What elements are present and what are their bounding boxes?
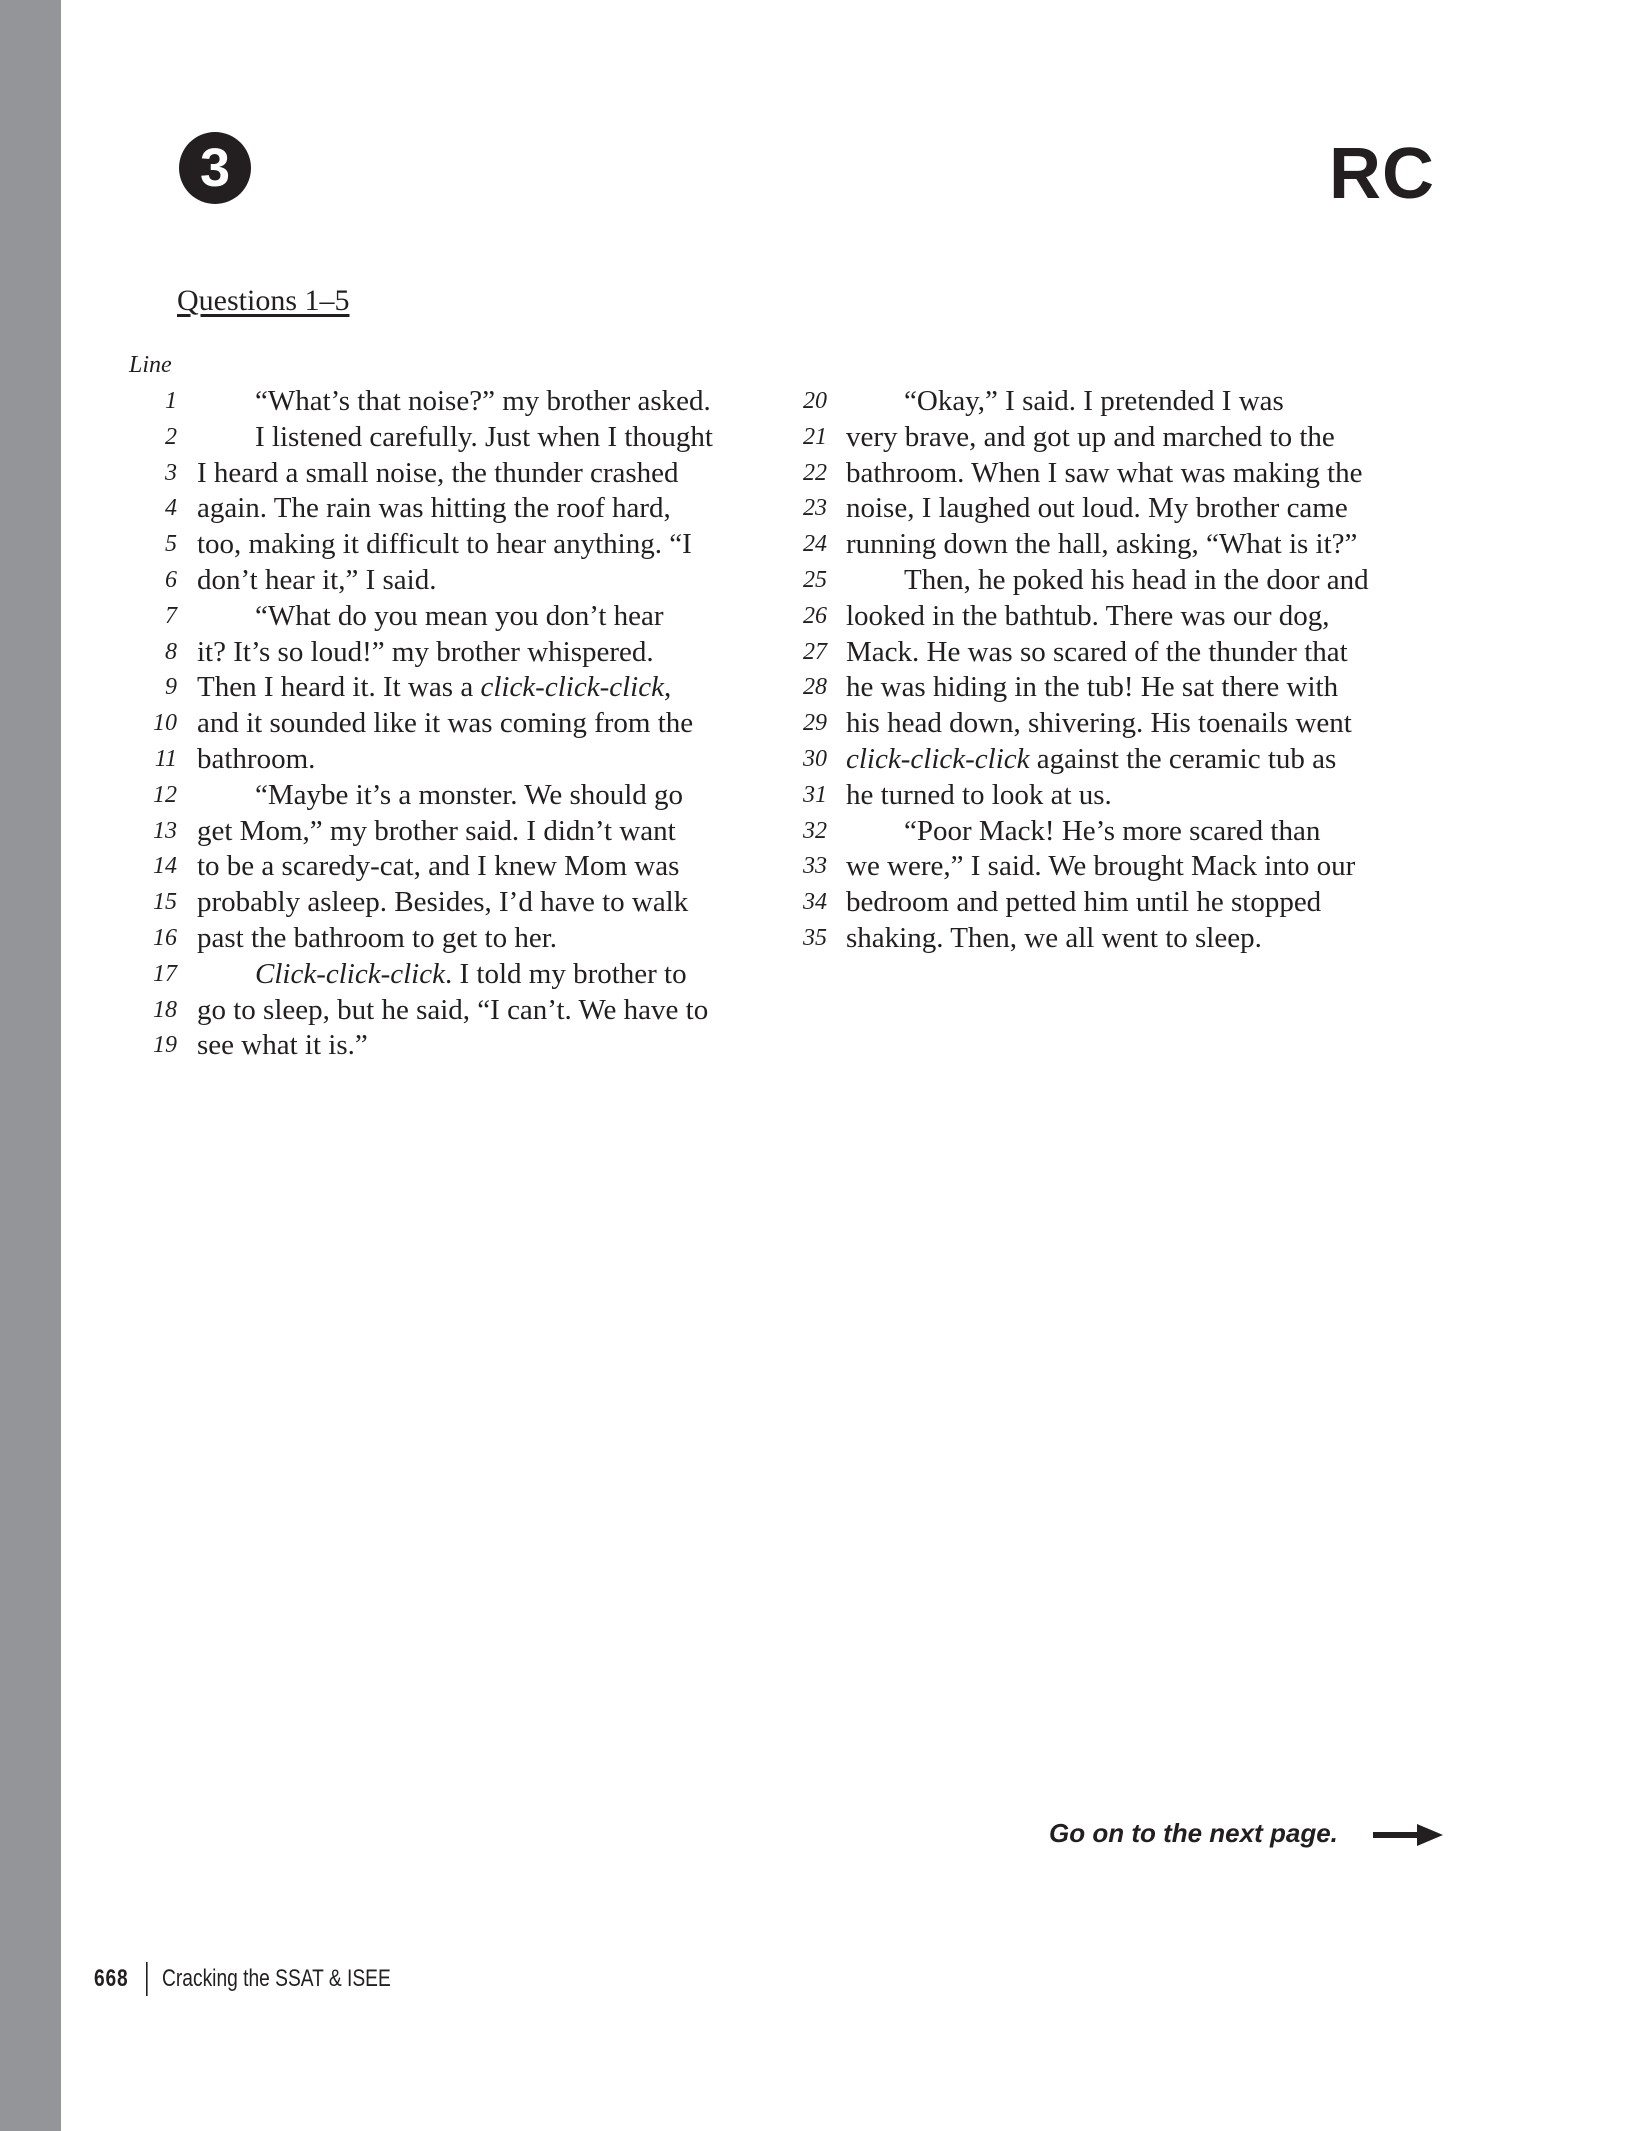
line-segment: ,	[663, 671, 672, 704]
emphasized-text: click-click-click	[480, 671, 664, 704]
passage-line	[0, 741, 1640, 777]
line-segment: and it sounded like it was coming from the	[197, 707, 694, 740]
passage-line	[0, 884, 1640, 920]
line-segment: get Mom,” my brother said. I didn’t want	[197, 814, 676, 847]
book-title: Cracking the SSAT & ISEE	[162, 1965, 391, 1992]
passage-line	[0, 526, 1640, 562]
line-label: Line	[129, 352, 172, 378]
line-text	[846, 669, 1338, 705]
line-number: 25	[803, 567, 827, 593]
line-segment: looked in the bathtub. There was our dog,	[846, 599, 1330, 632]
line-number: 34	[803, 889, 827, 916]
line-segment: we were,” I said. We brought Mack into our	[846, 850, 1356, 883]
passage-line	[0, 992, 1640, 1028]
line-number: 28	[803, 674, 827, 701]
right-arrow-icon	[1373, 1822, 1443, 1848]
passage-line	[0, 598, 1640, 634]
line-segment: don’t hear it,” I said.	[197, 564, 437, 596]
passage-line	[0, 848, 1640, 884]
line-number: 22	[803, 459, 827, 486]
passage-line	[0, 920, 1640, 956]
line-segment: I heard a small noise, the thunder crashed	[197, 456, 679, 489]
line-segment: probably asleep. Besides, I’d have to walk	[197, 886, 689, 919]
line-segment: I listened carefully. Just when I thought	[255, 420, 713, 453]
line-segment: bedroom and petted him until he stopped	[846, 886, 1322, 919]
line-segment: against the ceramic tub as	[1029, 743, 1337, 775]
line-segment: see what it is.”	[197, 1029, 368, 1062]
line-segment: “Poor Mack! He’s more scared than	[904, 814, 1321, 847]
line-segment: Then, he poked his head in the door and	[904, 564, 1369, 596]
line-number: 11	[154, 746, 177, 772]
line-number: 4	[165, 495, 177, 522]
line-segment: to be a scaredy-cat, and I knew Mom was	[197, 850, 680, 883]
line-segment: “What’s that noise?” my brother asked.	[255, 385, 711, 417]
line-number: 3	[165, 459, 177, 486]
line-number: 14	[153, 853, 177, 880]
next-page-instruction: Go on to the next page.	[1049, 1818, 1338, 1848]
line-segment: running down the hall, asking, “What is it?”	[846, 528, 1358, 561]
section-number-badge: 3	[179, 132, 251, 204]
line-number: 9	[165, 674, 177, 701]
line-text	[846, 526, 1357, 562]
line-text	[904, 813, 1320, 849]
line-segment: go to sleep, but he said, “I can’t. We have to	[197, 993, 709, 1026]
line-segment: bathroom. When I saw what was making the	[846, 456, 1363, 489]
line-segment: shaking. Then, we all went to sleep.	[846, 922, 1262, 954]
line-text	[904, 562, 1369, 598]
passage-line	[0, 705, 1640, 741]
line-segment: “What do you mean you don’t hear	[255, 599, 664, 632]
footer-divider	[146, 1962, 148, 1996]
line-number: 24	[803, 531, 827, 558]
line-segment: too, making it difficult to hear anything. “I	[197, 528, 692, 561]
line-segment: he was hiding in the tub! He sat there with	[846, 671, 1339, 704]
line-number: 5	[165, 531, 177, 558]
line-text	[904, 383, 1284, 419]
line-segment: it? It’s so loud!” my brother whispered.	[197, 635, 654, 668]
line-text	[846, 455, 1363, 491]
line-number: 17	[153, 960, 177, 987]
line-number: 27	[803, 638, 827, 665]
line-number: 16	[153, 925, 177, 951]
passage-line	[0, 490, 1640, 526]
line-text	[197, 1027, 368, 1063]
line-number: 32	[803, 817, 827, 844]
line-number: 21	[803, 423, 827, 450]
line-segment: his head down, shivering. His toenails went	[846, 707, 1352, 740]
passage-line	[0, 669, 1640, 705]
line-text	[846, 634, 1348, 670]
line-number: 8	[165, 638, 177, 665]
line-number: 31	[803, 781, 827, 808]
passage-line	[0, 777, 1640, 813]
line-text	[197, 992, 708, 1028]
line-text	[846, 848, 1355, 884]
line-segment: “Maybe it’s a monster. We should go	[255, 778, 684, 811]
line-number: 33	[803, 853, 827, 880]
line-segment: past the bathroom to get to her.	[197, 922, 558, 954]
line-segment: Then I heard it. It was a	[197, 671, 481, 704]
line-text	[846, 777, 1112, 813]
line-number: 35	[803, 925, 827, 951]
line-text	[846, 705, 1352, 741]
line-segment: Mack. He was so scared of the thunder that	[846, 635, 1348, 668]
page-edge-tab	[0, 0, 61, 2131]
passage-line	[0, 419, 1640, 455]
line-number: 6	[165, 567, 177, 593]
line-segment: . I told my brother to	[444, 957, 687, 990]
line-number: 2	[165, 423, 177, 450]
line-text	[846, 598, 1330, 634]
passage-line	[0, 1027, 1640, 1063]
line-text	[846, 490, 1348, 526]
line-text	[846, 920, 1262, 956]
line-segment: again. The rain was hitting the roof hard,	[197, 492, 671, 525]
passage-line	[0, 813, 1640, 849]
line-text	[846, 419, 1335, 455]
line-number: 15	[153, 889, 177, 916]
line-segment: “Okay,” I said. I pretended I was	[904, 385, 1284, 417]
line-segment: bathroom.	[197, 743, 316, 775]
line-number: 30	[803, 746, 827, 772]
line-number: 13	[153, 817, 177, 844]
emphasized-text: click-click-click	[846, 743, 1030, 775]
page-footer	[94, 1962, 391, 1996]
line-segment: noise, I laughed out loud. My brother came	[846, 492, 1348, 525]
line-number: 7	[165, 602, 177, 629]
line-number: 20	[803, 388, 827, 414]
passage-line	[0, 455, 1640, 491]
line-number: 1	[165, 388, 177, 414]
line-number: 18	[153, 996, 177, 1023]
line-number: 19	[153, 1032, 177, 1059]
page-number: 668	[94, 1965, 129, 1992]
line-text	[846, 884, 1321, 920]
line-text	[846, 741, 1336, 777]
line-segment: very brave, and got up and marched to the	[846, 420, 1335, 453]
line-number: 26	[803, 602, 827, 629]
passage-line	[0, 956, 1640, 992]
line-number: 10	[153, 710, 177, 737]
passage-line	[0, 562, 1640, 598]
line-number: 23	[803, 495, 827, 522]
line-number: 29	[803, 710, 827, 737]
section-code: RC	[1329, 134, 1435, 214]
line-segment: he turned to look at us.	[846, 778, 1112, 811]
line-number: 12	[153, 781, 177, 808]
passage-line	[0, 634, 1640, 670]
line-text	[255, 956, 687, 992]
questions-heading: Questions 1–5	[177, 284, 350, 317]
passage-line	[0, 383, 1640, 419]
emphasized-text: Click-click-click	[255, 957, 445, 990]
